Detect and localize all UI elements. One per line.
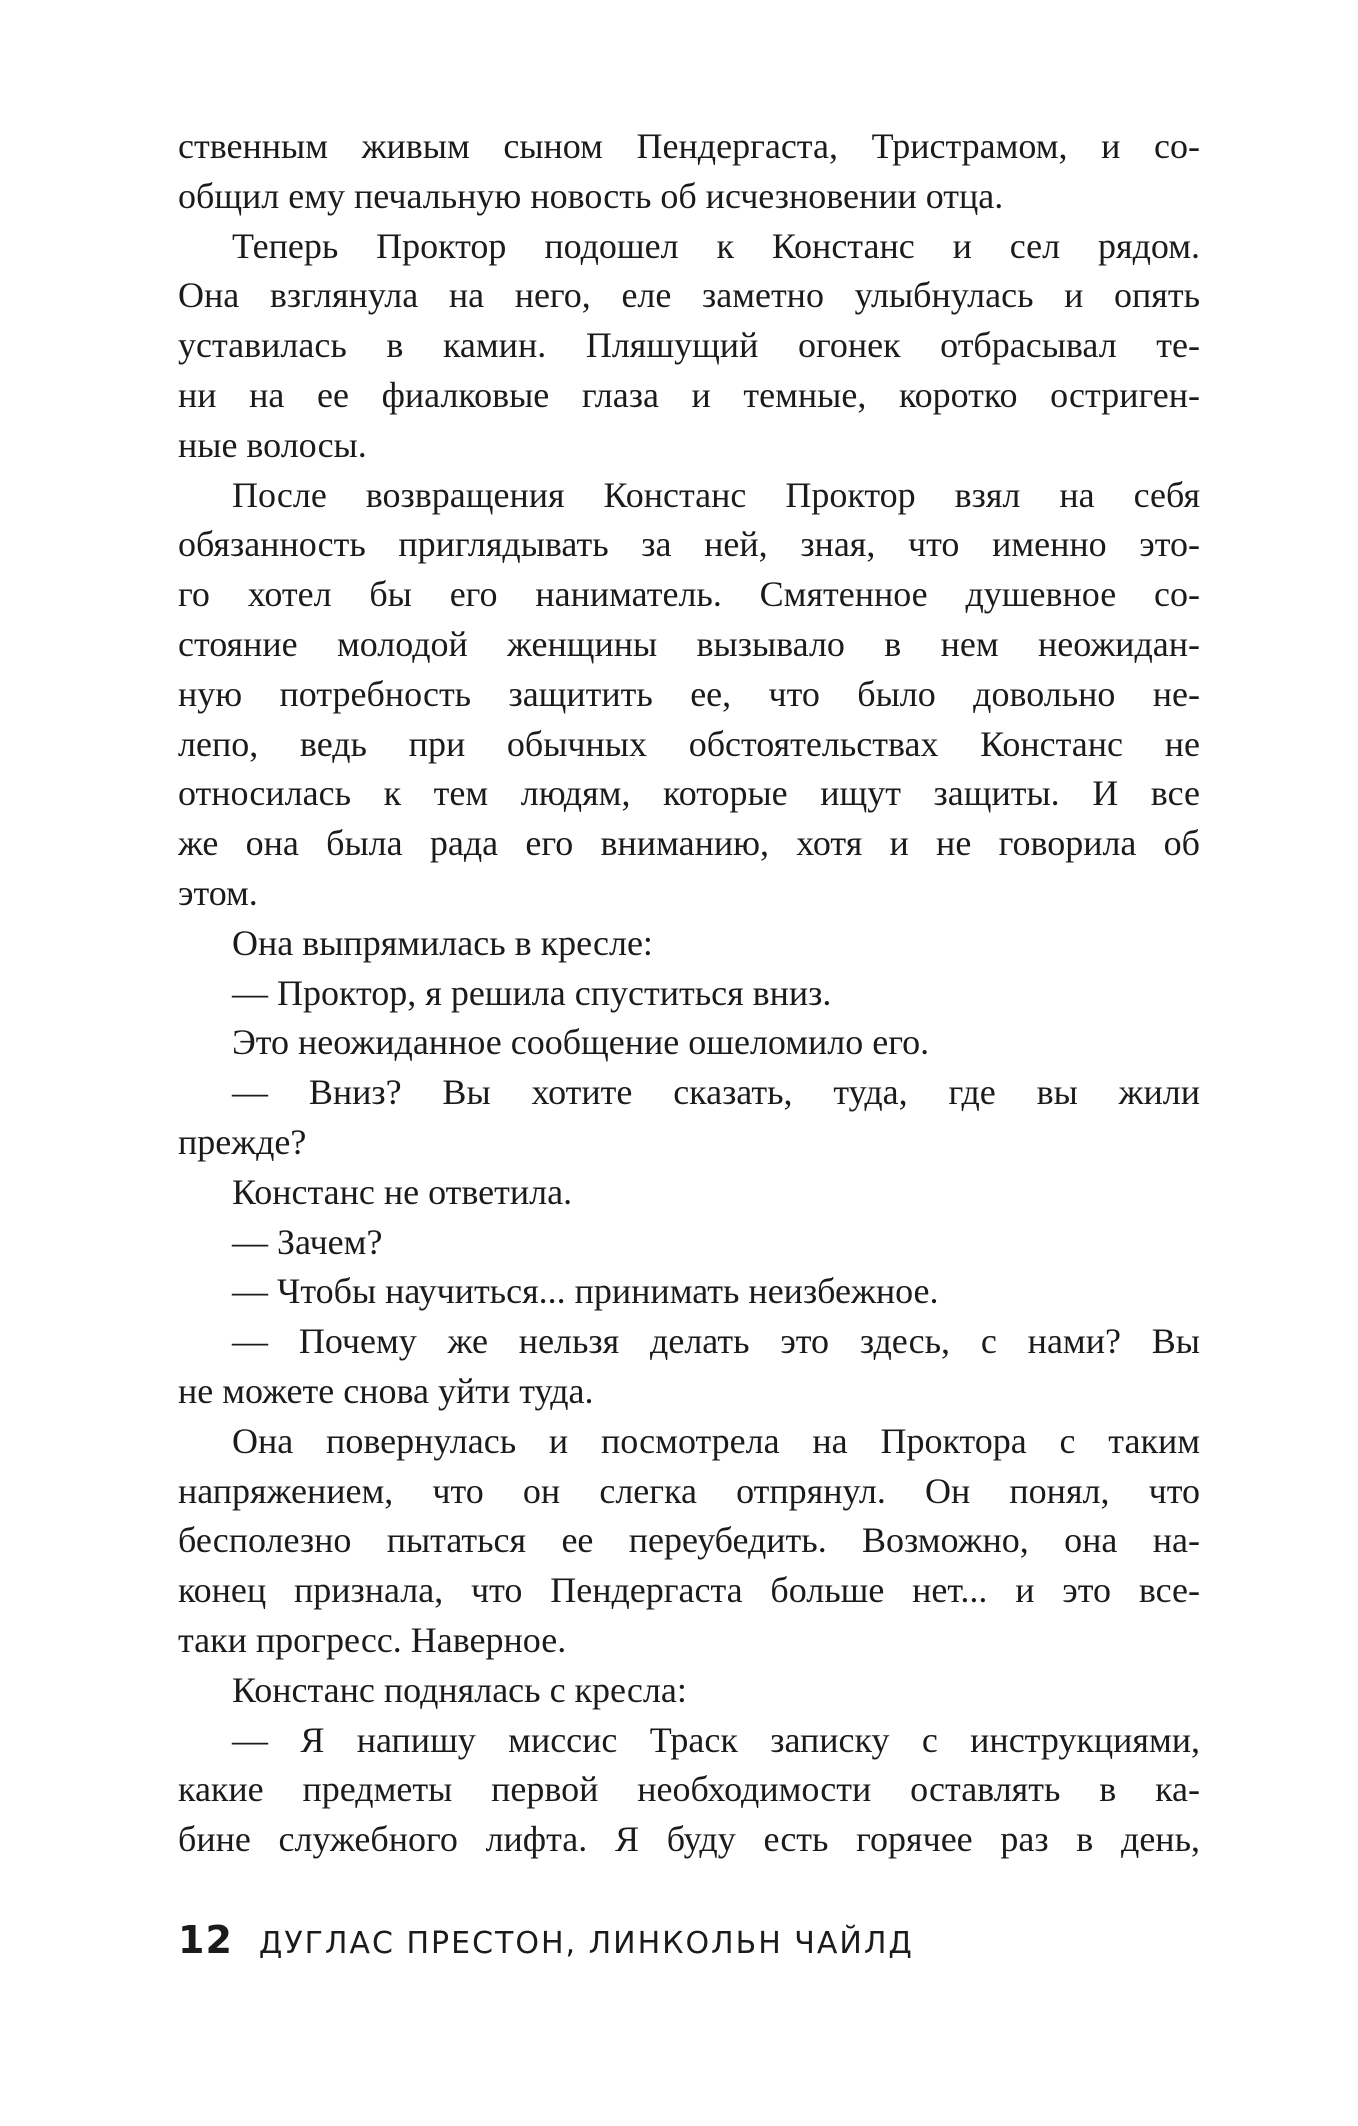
text-line: Она выпрямилась в кресле: bbox=[232, 922, 653, 963]
text-line: же она была рада его вниманию, хотя и не говорила об bbox=[178, 823, 1200, 864]
text-line: прежде? bbox=[178, 1121, 307, 1162]
text-line: ственным живым сыном Пендергаста, Тристрамом, и со- bbox=[178, 126, 1200, 166]
text-line: — Я напишу миссис Траск записку с инструкциями, bbox=[232, 1719, 1200, 1760]
text-line: уставилась в камин. Пляшущий огонек отбрасывал те- bbox=[178, 325, 1200, 366]
text-line: Она взглянула на него, еле заметно улыбнулась и опять bbox=[178, 275, 1200, 316]
text-line: — Почему же нельзя делать это здесь, с нами? Вы bbox=[232, 1321, 1200, 1362]
text-line: этом. bbox=[178, 872, 258, 913]
text-line: Это неожиданное сообщение ошеломило его. bbox=[232, 1022, 930, 1063]
text-line: Констанс поднялась с кресла: bbox=[232, 1669, 687, 1710]
text-line: ную потребность защитить ее, что было довольно не- bbox=[178, 673, 1200, 714]
text-line: После возвращения Констанс Проктор взял на себя bbox=[232, 474, 1200, 515]
text-line: бесполезно пытаться ее переубедить. Возможно, она на- bbox=[178, 1520, 1200, 1561]
text-line: Констанс не ответила. bbox=[232, 1171, 573, 1212]
text-line: — Зачем? bbox=[232, 1221, 383, 1262]
text-line: — Вниз? Вы хотите сказать, туда, где вы жили bbox=[232, 1072, 1200, 1113]
body-text bbox=[178, 122, 1200, 1865]
text-line: общил ему печальную новость об исчезновении отца. bbox=[178, 175, 1004, 216]
page-number: 12 bbox=[178, 1918, 233, 1962]
text-line: какие предметы первой необходимости оставлять в ка- bbox=[178, 1769, 1200, 1810]
text-line: — Чтобы научиться... принимать неизбежное. bbox=[232, 1271, 939, 1312]
text-line: обязанность приглядывать за ней, зная, что именно это- bbox=[178, 524, 1200, 565]
text-line: таки прогресс. Наверное. bbox=[178, 1619, 567, 1660]
text-line: Теперь Проктор подошел к Констанс и сел рядом. bbox=[232, 225, 1200, 266]
page-footer bbox=[178, 1918, 914, 1962]
text-line: лепо, ведь при обычных обстоятельствах Констанс не bbox=[178, 723, 1200, 764]
text-line: конец признала, что Пендергаста больше нет... и это все- bbox=[178, 1570, 1200, 1611]
text-line: относилась к тем людям, которые ищут защиты. И все bbox=[178, 773, 1200, 814]
running-head: ДУГЛАС ПРЕСТОН, ЛИНКОЛЬН ЧАЙЛД bbox=[258, 1926, 914, 1961]
text-line: ни на ее фиалковые глаза и темные, коротко остриген- bbox=[178, 374, 1200, 415]
text-line: Она повернулась и посмотрела на Проктора с таким bbox=[232, 1420, 1200, 1461]
text-line: ные волосы. bbox=[178, 424, 367, 465]
text-line: напряжением, что он слегка отпрянул. Он понял, что bbox=[178, 1470, 1200, 1511]
text-line: бине служебного лифта. Я буду есть горячее раз в день, bbox=[178, 1819, 1200, 1860]
text-line: стояние молодой женщины вызывало в нем неожидан- bbox=[178, 623, 1200, 664]
text-line: — Проктор, я решила спуститься вниз. bbox=[232, 972, 832, 1013]
text-line: го хотел бы его наниматель. Смятенное душевное со- bbox=[178, 574, 1200, 615]
text-line: не можете снова уйти туда. bbox=[178, 1370, 594, 1411]
